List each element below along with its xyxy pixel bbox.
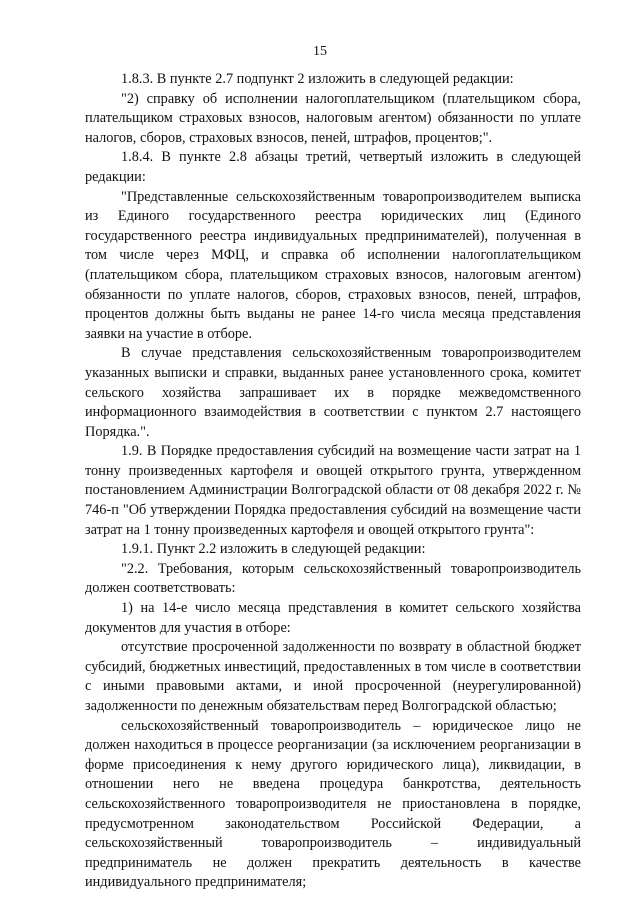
paragraph: 1) на 14-е число месяца представления в комитет сельского хозяйства документов для участия в отборе: (85, 600, 581, 636)
paragraph: "2) справку об исполнении налогоплательщиком (плательщиком сбора, плательщиком страховых взносов, налоговым агентом) обязанности по уплате налогов, сборов, страховых взносов, пеней, штрафов, процентов;". (85, 90, 581, 146)
paragraph: В случае представления сельскохозяйственным товаропроизводителем указанных выписки и справки, выданных ранее установленного срока, комитет сельского хозяйства запрашивает их в порядке межведомственного информационного взаимодействия в соответствии с пунктом 2.7 настоящего Порядка.". (85, 345, 581, 440)
paragraph: 1.8.4. В пункте 2.8 абзацы третий, четвертый изложить в следующей редакции: (85, 149, 581, 185)
paragraph: 1.9. В Порядке предоставления субсидий на возмещение части затрат на 1 тонну произведенных картофеля и овощей открытого грунта, утвержденном постановлением Администрации Волгоградской области от 08 декабря 2022 г. № 746-п "Об утверждении Порядка предоставления субсидий на возмещение части затрат на 1 тонну произведенных картофеля и овощей открытого грунта": (85, 443, 581, 538)
paragraph: сельскохозяйственный товаропроизводитель – юридическое лицо не должен находиться в процессе реорганизации (за исключением реорганизации в форме присоединения к нему другого юридического лица), ликвидации, в отношении него не введена процедура банкротства, деятельность сельскохозяйственного товаропроизводителя не приостановлена в порядке, предусмотренном законодательством Российской Федерации, а сельскохозяйственный товаропроизводитель – индивидуальный предприниматель не должен прекратить деятельность в качестве индивидуального предпринимателя; (85, 717, 581, 891)
paragraph: 1.8.3. В пункте 2.7 подпункт 2 изложить в следующей редакции: (121, 71, 514, 87)
paragraph: 1.9.1. Пункт 2.2 изложить в следующей редакции: (121, 541, 426, 558)
page-number: 15 (313, 44, 327, 59)
paragraph: отсутствие просроченной задолженности по возврату в областной бюджет субсидий, бюджетных инвестиций, предоставленных в том числе в соответствии с иными правовыми актами, и иной просроченной (неурегулированной) задолженности по денежным обязательствам перед Волгоградской областью; (85, 639, 581, 714)
document-body (85, 70, 581, 893)
paragraph: "Представленные сельскохозяйственным товаропроизводителем выписка из Единого государственного реестра юридических лиц (Единого государственного реестра индивидуальных предпринимателей), полученная в том числе через МФЦ, и справка об исполнении налогоплательщиком (плательщиком сбора, плательщиком страховых взносов, налоговым агентом) обязанности по уплате налогов, сборов, страховых взносов, пеней, штрафов, процентов должны быть выданы не ранее 14-го числа месяца представления заявки на участие в отборе. (85, 188, 581, 342)
paragraph: "2.2. Требования, которым сельскохозяйственный товаропроизводитель должен соответствовать: (85, 560, 581, 597)
